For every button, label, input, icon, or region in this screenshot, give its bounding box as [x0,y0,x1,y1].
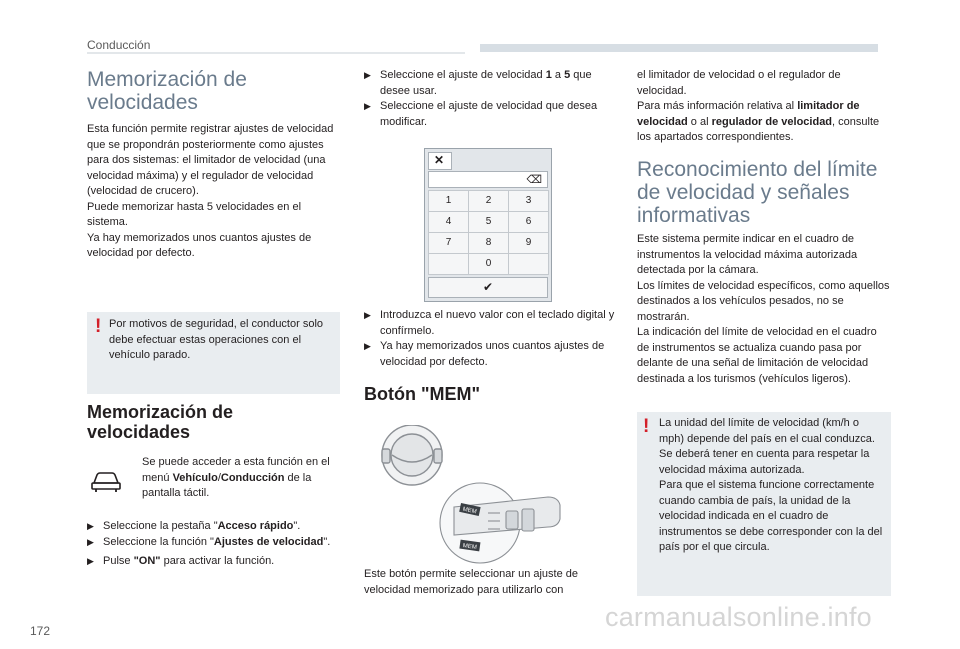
keypad-key: 6 [508,211,549,233]
col2-steps-top [364,68,616,130]
backspace-icon: ⌫ [526,174,542,186]
text-paragraph: Los límites de velocidad específicos, como aquellos destinados a los vehículos pesados, no se mostrarán. [637,279,890,323]
text-run: que desee usar. [380,69,592,97]
warning-line: Para que el sistema funcione correctamente cuando cambia de país, la unidad de la velocidad indicada en el cuadro de instrumentos se debe corresponder con la del país por el que circula. [659,479,883,553]
col3-body [637,232,891,387]
keypad-illustration [424,148,552,302]
step-item [364,339,616,370]
arrow-icon: ▶ [87,536,94,547]
step-item [87,554,339,570]
text-paragraph: La indicación del límite de velocidad en el cuadro de instrumentos se actualiza cuando pasa por delante de una señal de limitación de velocidad destinada a los turismos (vehículos ligeros). [637,326,877,385]
warning-icon: ! [643,416,650,437]
text-run: a [551,69,565,81]
text-bold: Ajustes de velocidad [213,535,324,548]
warning-text: Por motivos de seguridad, el conductor solo debe efectuar estas operaciones con el vehículo parado. [109,318,324,361]
text-paragraph: Este sistema permite indicar en el cuadro de instrumentos la velocidad máxima autorizada detectada por la cámara. [637,233,858,276]
col2-subtitle: Botón "MEM" [364,384,481,404]
arrow-icon: ▶ [364,341,371,351]
text-run: Seleccione el ajuste de velocidad [380,69,546,81]
steering-stalk-illustration [368,425,568,575]
text-run: Seleccione la función " [103,535,214,548]
page-number: 172 [30,624,51,638]
arrow-icon: ▶ [87,556,94,566]
step-item [87,519,339,535]
arrow-icon: ▶ [364,310,371,320]
col1-intro [87,122,339,262]
text-run: Ya hay memorizados unos cuantos ajustes de velocidad por defecto. [380,340,605,368]
arrow-icon: ▶ [364,101,371,111]
stalk-label: MEM [462,506,478,516]
menu-access-text [142,455,338,502]
keypad-key: 9 [508,232,549,254]
col1-subtitle: Memorización de velocidades [87,402,234,442]
col2-bottom-text: Este botón permite seleccionar un ajuste de velocidad memorizado para utilizarlo con [364,568,579,596]
arrow-icon: ▶ [87,521,94,531]
col1-steps [87,519,339,570]
text-bold: regulador de velocidad [711,115,833,128]
keypad-key-blank [508,253,549,275]
text-run: , consulte los apartados correspondientes. [637,115,880,143]
keypad-input-field [428,171,548,188]
header-divider [87,52,465,54]
warning-icon: ! [95,316,102,337]
text-run: de la pantalla táctil. [142,471,312,499]
text-run: o al [687,115,712,128]
intro-paragraph: Puede memorizar hasta 5 velocidades en el sistema. [87,200,302,228]
text-run: Seleccione la pestaña " [103,520,218,532]
keypad-close-button [428,152,452,170]
keypad-key: 7 [428,232,469,254]
step-item [364,68,616,99]
keypad-key: 2 [468,190,509,212]
warning-line: Se deberá tener en cuenta para respetar la velocidad máxima autorizada. [659,448,870,476]
text-run: Seleccione el ajuste de velocidad que desea modificar. [380,100,598,128]
text-run: Introduzca el nuevo valor con el teclado digital y confírmelo. [380,309,615,337]
watermark: carmanualsonline.info [605,602,872,632]
step-item [87,535,339,551]
text-bold: 1 [545,69,552,81]
menu-vehiculo: Vehículo [172,471,218,484]
text-run: Para más información relativa al [637,100,798,112]
arrow-icon: ▶ [364,70,371,80]
check-icon: ✔ [482,280,494,294]
text-bold: 5 [564,69,571,81]
text-bold: limitador de velocidad [637,100,860,128]
warning-line: La unidad del límite de velocidad (km/h o mph) depende del país en el cual conduzca. [659,417,875,445]
warning-text [659,416,883,556]
text-run: / [217,471,221,484]
intro-paragraph: Esta función permite registrar ajustes de velocidad que se propondrán posteriormente como ajustes para dos sistemas: el limitador de velocidad (una velocidad máxima) y el regulador de velocidad (velocidad de crucero). [87,123,334,197]
keypad-key: 8 [468,232,509,254]
text-run: Se puede acceder a esta función en el menú [142,456,330,484]
keypad-key: 5 [468,211,509,233]
col3-continued [637,68,891,146]
keypad-key: 4 [428,211,469,233]
keypad-key: 1 [428,190,469,212]
text-run: ". [323,535,331,548]
intro-paragraph: Ya hay memorizados unos cuantos ajustes de velocidad por defecto. [87,231,312,259]
keypad-key-blank [428,253,469,275]
menu-conduccion: Conducción [220,471,285,484]
col3-title: Reconocimiento del límite de velocidad y señales informativas [637,158,878,227]
col2-steps-mid [364,308,616,370]
text-run: Pulse [103,555,134,567]
car-icon [90,468,122,494]
warning-box [637,412,891,596]
text-paragraph: el limitador de velocidad o el regulador de velocidad. [637,69,841,97]
keypad-key: 3 [508,190,549,212]
warning-box [87,312,340,394]
text-bold: "ON" [133,555,161,567]
close-icon: ✕ [434,153,445,167]
section-label: Conducción [87,38,151,52]
col1-title: Memorización de velocidades [87,68,247,114]
step-item [364,99,616,130]
header-bar [480,44,878,52]
stalk-label: MEM [462,543,478,551]
text-run: para activar la función. [160,555,275,567]
text-bold: Acceso rápido [217,520,294,532]
keypad-key: 0 [468,253,509,275]
step-item [364,308,616,339]
text-run: ". [293,520,301,532]
text-paragraph [637,99,891,146]
keypad-confirm-button [428,277,548,298]
